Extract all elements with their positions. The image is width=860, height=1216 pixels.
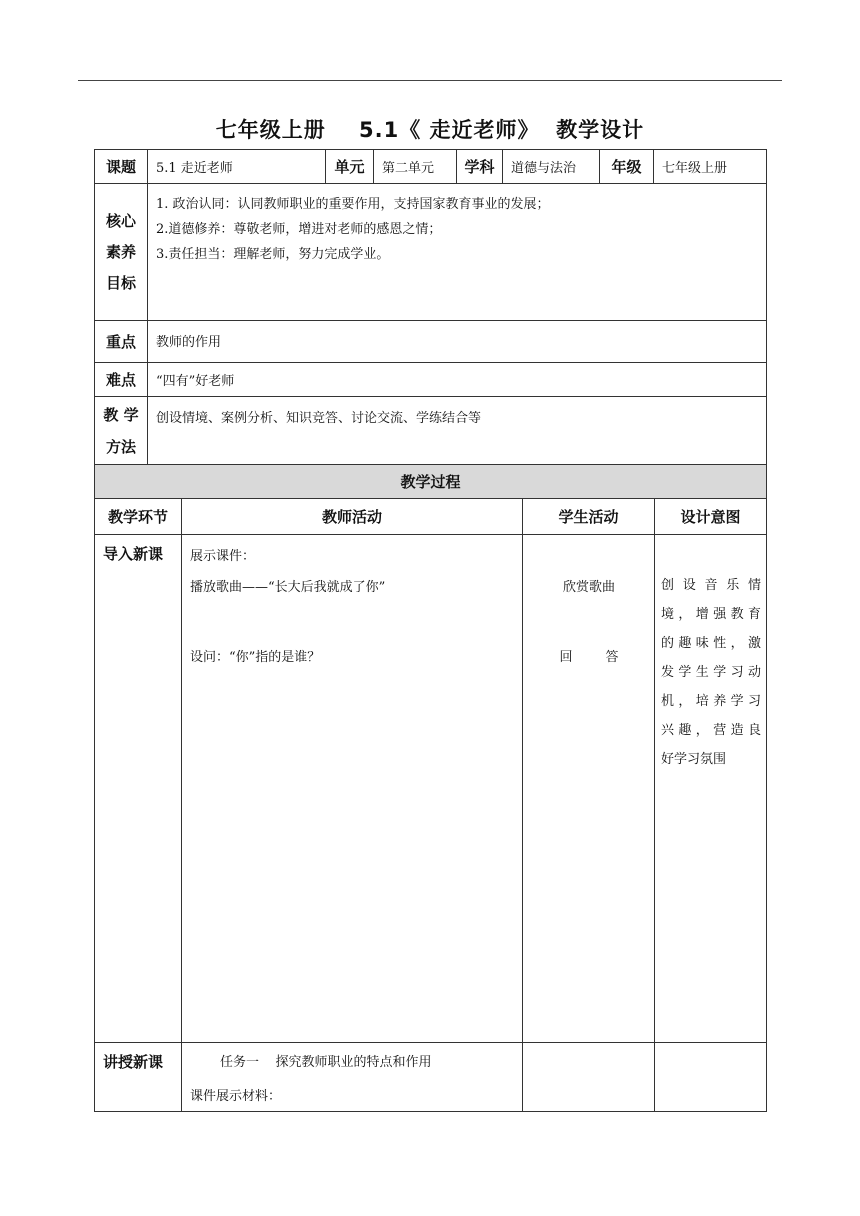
goal-item: 2.道德修养：尊敬老师，增进对老师的感恩之情； [156,222,442,237]
header-segment: 教学环节 [95,499,182,535]
teacher-line: 展示课件： [190,549,256,564]
difficulty-label: 难点 [95,363,148,397]
method-label-line: 方法 [105,437,136,456]
intent-line: 好学习氛围 [661,752,727,767]
segment-lecture: 讲授新课 [95,1043,182,1112]
key-point-label: 重点 [95,321,148,363]
process-row-lecture [95,1043,767,1112]
intent-line: 兴趣，营造良 [661,723,761,738]
goals-label-line: 素养 [105,242,136,261]
info-row-method [95,397,767,465]
process-band-row [95,465,767,499]
goals-label-line: 目标 [105,273,136,292]
subject-value: 道德与法治 [503,150,600,184]
unit-value: 第二单元 [374,150,457,184]
info-row-goals [95,184,767,321]
teacher-line: 设问：“你”指的是谁？ [190,650,321,665]
process-row-intro [95,535,767,1043]
goal-item: 1. 政治认同：认同教师职业的重要作用，支持国家教育事业的发展； [156,197,550,212]
grade-label: 年级 [600,150,654,184]
topic-label: 课题 [95,150,148,184]
segment-intro: 导入新课 [95,535,182,1043]
document-title: 七年级上册 5.1《 走近老师》 教学设计 [215,118,645,142]
goal-item: 3.责任担当：理解老师，努力完成学业。 [156,247,390,262]
student-line: 欣赏歌曲 [562,580,615,595]
info-row-key-point [95,321,767,363]
header-teacher: 教师活动 [182,499,523,535]
header-intent: 设计意图 [655,499,767,535]
header-rule [78,80,782,81]
student-activity-intro [523,535,655,1043]
intent-line: 创设音乐情 [661,578,761,593]
course-info-table [94,149,767,465]
process-header-row [95,499,767,535]
teacher-line: 任务一 探究教师职业的特点和作用 [220,1055,432,1070]
info-row-topic [95,150,767,184]
goals-content [148,184,767,321]
info-row-difficulty [95,363,767,397]
teacher-line: 课件展示材料： [190,1089,282,1104]
subject-label: 学科 [457,150,503,184]
intent-line: 机，培养学习 [661,694,761,709]
method-label-line: 教 学 [103,405,139,424]
method-label [95,397,148,465]
method-value: 创设情境、案例分析、知识竞答、讨论交流、学练结合等 [148,397,767,465]
design-intent-lecture [655,1043,767,1112]
key-point-value: 教师的作用 [148,321,767,363]
teacher-line: 播放歌曲——“长大后我就成了你” [190,580,386,595]
intent-line: 境，增强教育 [661,607,761,622]
teacher-activity-lecture [182,1043,523,1112]
goals-label [95,184,148,321]
intent-line: 发学生学习动 [661,665,761,680]
difficulty-value: “四有”好老师 [148,363,767,397]
student-activity-lecture [523,1043,655,1112]
unit-label: 单元 [326,150,374,184]
design-intent-intro [655,535,767,1043]
teaching-process-table [94,464,767,1112]
intent-line: 的趣味性，激 [661,636,761,651]
header-student: 学生活动 [523,499,655,535]
goals-label-line: 核心 [105,211,136,230]
student-line: 回 答 [559,650,619,665]
grade-value: 七年级上册 [654,150,767,184]
topic-value: 5.1 走近老师 [148,150,326,184]
teacher-activity-intro [182,535,523,1043]
design-intent-text [661,571,761,774]
process-band-title: 教学过程 [95,465,767,499]
